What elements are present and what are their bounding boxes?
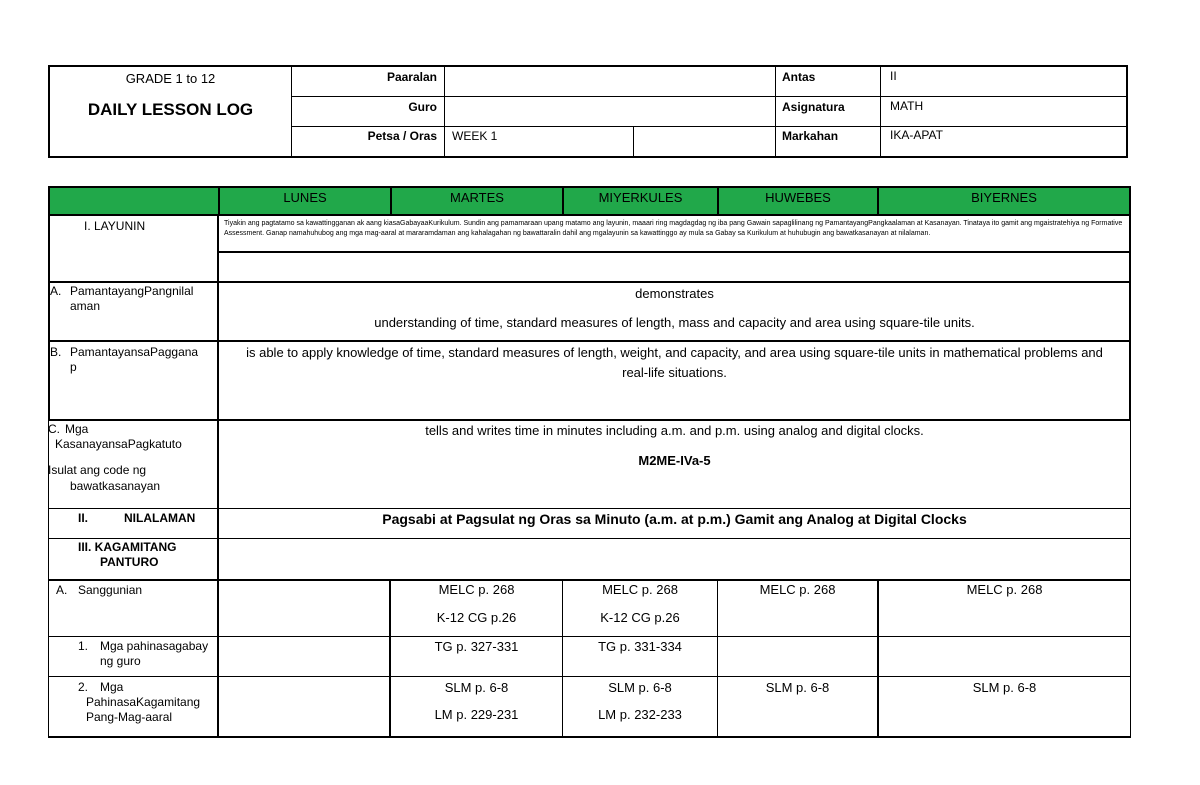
grade-label: GRADE 1 to 12	[125, 71, 216, 86]
markahan-label: Markahan	[782, 129, 839, 143]
magaaral-martes-1: SLM p. 6-8	[444, 680, 509, 695]
sanggunian-martes-1: MELC p. 268	[438, 582, 515, 597]
sanggunian-huwebes: MELC p. 268	[759, 582, 836, 597]
kasanayan-note-2: bawatkasanayan	[70, 479, 161, 493]
kasanayan-code: M2ME-IVa-5	[638, 453, 711, 468]
guro-label: Guro	[408, 100, 437, 114]
sanggunian-biyernes: MELC p. 268	[966, 582, 1043, 597]
pamantayang-label-1: PamantayangPangnilal	[70, 284, 194, 298]
header-divider	[633, 127, 634, 157]
row-divider	[48, 340, 1131, 342]
kagamitang-label-1: III. KAGAMITANG	[78, 540, 177, 554]
gabay-label-2: ng guro	[100, 654, 141, 668]
header-divider	[291, 126, 1127, 127]
kasanayan-letter: C.	[48, 422, 60, 436]
magaaral-miyerkules-2: LM p. 232-233	[598, 707, 682, 722]
pagganap-text-2: real-life situations.	[622, 365, 727, 380]
gabay-miyerkules: TG p. 331-334	[598, 639, 682, 654]
nilalaman-num: II.	[78, 511, 89, 525]
gabay-martes: TG p. 327-331	[434, 639, 519, 654]
day-martes: MARTES	[450, 190, 504, 205]
header-divider	[444, 66, 445, 157]
table-border	[48, 736, 1131, 738]
markahan-value: IKA-APAT	[890, 128, 943, 142]
petsa-value: WEEK 1	[452, 129, 498, 143]
pagganap-text-1: is able to apply knowledge of time, standard measures of length, weight, and capacity, and area using square-tile units in mathematical problems and	[246, 345, 1103, 360]
day-column-divider	[717, 580, 718, 737]
row-divider	[48, 508, 1131, 509]
day-miyerkules: MIYERKULES	[598, 190, 683, 205]
row-divider	[48, 636, 1131, 637]
pamantayang-label-2: aman	[70, 299, 101, 313]
gabay-label-1: Mga pahinasagabay	[100, 639, 209, 653]
day-column-divider	[877, 580, 879, 737]
magaaral-biyernes: SLM p. 6-8	[972, 680, 1037, 695]
asignatura-label: Asignatura	[782, 100, 845, 114]
pamantayang-text-1: demonstrates	[635, 286, 714, 301]
sanggunian-miyerkules-2: K-12 CG p.26	[600, 610, 680, 625]
magaaral-label-1: Mga	[100, 680, 124, 694]
magaaral-label-3: Pang-Mag-aaral	[86, 710, 173, 724]
row-divider	[48, 579, 1131, 581]
petsa-label: Petsa / Oras	[367, 129, 437, 143]
row-divider	[48, 676, 1131, 677]
day-lunes: LUNES	[283, 190, 327, 205]
kasanayan-note-1: Isulat ang code ng	[48, 463, 147, 477]
paaralan-label: Paaralan	[386, 70, 437, 84]
magaaral-num: 2.	[78, 680, 89, 694]
antas-value: II	[890, 69, 897, 83]
header-divider	[775, 66, 776, 157]
pagganap-label-2: p	[70, 360, 77, 374]
magaaral-martes-2: LM p. 229-231	[434, 707, 519, 722]
row-divider	[219, 251, 1130, 253]
sanggunian-label: Sanggunian	[78, 583, 143, 597]
layunin-label: I. LAYUNIN	[84, 219, 146, 233]
asignatura-value: MATH	[890, 99, 924, 113]
magaaral-label-2: PahinasaKagamitang	[86, 695, 201, 709]
header-divider	[880, 66, 881, 157]
magaaral-huwebes: SLM p. 6-8	[765, 680, 830, 695]
sanggunian-letter: A.	[56, 583, 68, 597]
document-title: DAILY LESSON LOG	[87, 100, 254, 119]
kagamitang-label-2: PANTURO	[100, 555, 159, 569]
kasanayan-label-2: KasanayansaPagkatuto	[55, 437, 182, 451]
row-divider	[48, 281, 1131, 283]
day-biyernes: BIYERNES	[971, 190, 1037, 205]
magaaral-miyerkules-1: SLM p. 6-8	[608, 680, 672, 695]
kasanayan-text: tells and writes time in minutes including a.m. and p.m. using analog and digital clocks.	[425, 423, 924, 438]
antas-label: Antas	[782, 70, 816, 84]
layunin-note: Tiyakin ang pagtatamo sa kawattingganan ak aang kiasaGabayaaKurikulum. Sundin ang pamamaraan upang matamo ang layunin, maaari ring magdagdag ng iba pang Gawain sapaglilinang ng PamantayangPangkaalaman at Kasanayan. Tinataya ito gamit ang mgaistratehiya ng Formative Assessment. Ganap namahuhubog ang mga mag-aaral at mararamdaman ang kahalagahan ng bawattaralin dahil ang mgalayunin sa kawattinggo ay mula sa Gabay sa Kurikulum at huhubugin ang bawatkasanayan at nilalaman.	[224, 220, 1123, 238]
sanggunian-martes-2: K-12 CG p.26	[436, 610, 517, 625]
day-huwebes: HUWEBES	[765, 190, 831, 205]
row-divider	[48, 538, 1131, 539]
pagganap-label-1: PamantayansaPaggana	[70, 345, 199, 359]
table-border	[1130, 419, 1131, 737]
nilalaman-label: NILALAMAN	[124, 511, 196, 525]
pamantayang-letter: A.	[50, 284, 62, 298]
pamantayang-text-2: understanding of time, standard measures of length, mass and capacity and area using square-tile units.	[374, 315, 975, 330]
pagganap-letter: B.	[50, 345, 62, 359]
nilalaman-text: Pagsabi at Pagsulat ng Oras sa Minuto (a.m. at p.m.) Gamit ang Analog at Digital Clocks	[382, 511, 967, 527]
sanggunian-miyerkules-1: MELC p. 268	[602, 582, 678, 597]
header-divider	[291, 96, 1127, 97]
kasanayan-label-1: Mga	[65, 422, 89, 436]
gabay-num: 1.	[78, 639, 89, 653]
